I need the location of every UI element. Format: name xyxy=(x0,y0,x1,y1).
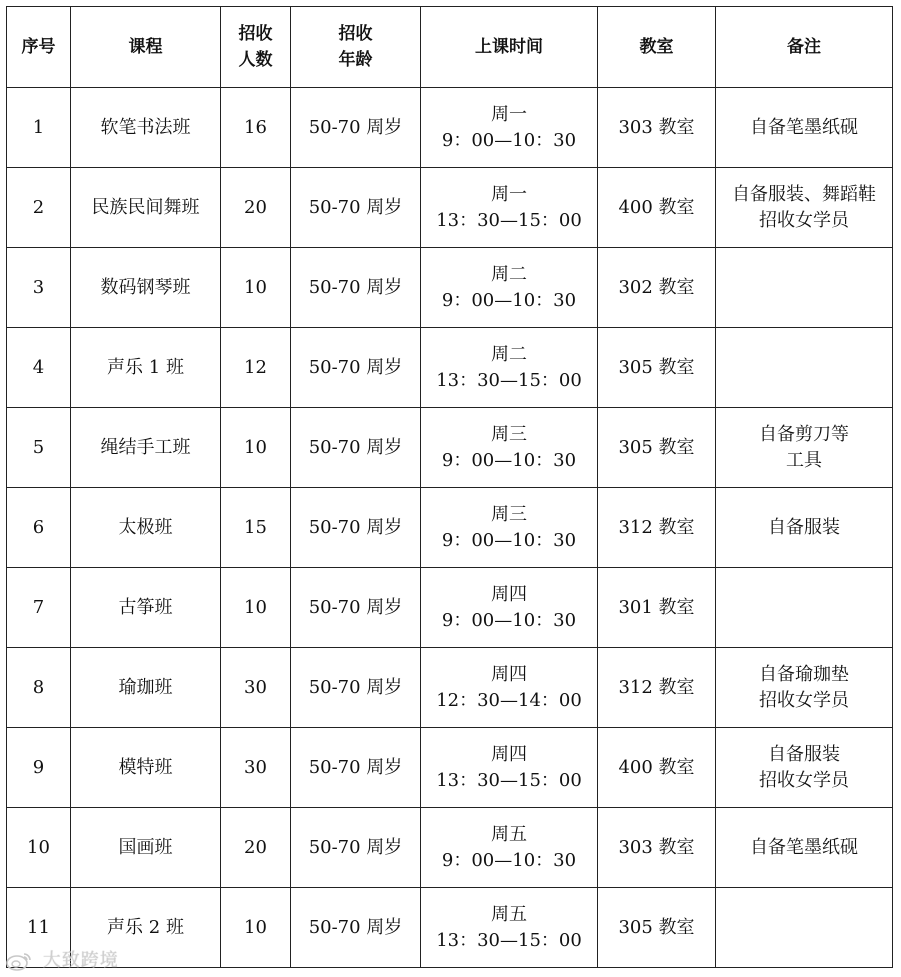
header-course: 课程 xyxy=(71,7,221,88)
table-row xyxy=(7,408,893,488)
table-row xyxy=(7,488,893,568)
weekday: 周一 xyxy=(491,183,527,205)
cell-room: 302 教室 xyxy=(598,248,716,328)
cell-room: 312 教室 xyxy=(598,648,716,728)
cell-time xyxy=(421,328,598,408)
cell-course: 古筝班 xyxy=(71,568,221,648)
weekday: 周五 xyxy=(491,903,527,925)
table-row xyxy=(7,648,893,728)
time-range: 9：00—10：30 xyxy=(441,129,577,151)
cell-time xyxy=(421,568,598,648)
cell-no: 10 xyxy=(7,808,71,888)
cell-age: 50-70 周岁 xyxy=(291,728,421,808)
cell-age: 50-70 周岁 xyxy=(291,488,421,568)
cell-no: 6 xyxy=(7,488,71,568)
cell-room: 312 教室 xyxy=(598,488,716,568)
cell-note xyxy=(716,568,893,648)
cell-count: 20 xyxy=(221,168,291,248)
cell-course: 数码钢琴班 xyxy=(71,248,221,328)
header-row xyxy=(7,7,893,88)
cell-note xyxy=(716,648,893,728)
note-line: 自备瑜珈垫 xyxy=(759,663,849,685)
header-time: 上课时间 xyxy=(421,7,598,88)
cell-room: 303 教室 xyxy=(598,808,716,888)
time-range: 13：30—15：00 xyxy=(436,369,582,391)
cell-note xyxy=(716,408,893,488)
weekday: 周二 xyxy=(491,263,527,285)
course-schedule-table xyxy=(6,6,893,968)
cell-note xyxy=(716,88,893,168)
note-line: 工具 xyxy=(786,449,822,471)
cell-count: 15 xyxy=(221,488,291,568)
note-line: 自备服装、舞蹈鞋 xyxy=(732,183,876,205)
cell-time xyxy=(421,488,598,568)
cell-note xyxy=(716,168,893,248)
table-row xyxy=(7,888,893,968)
cell-time xyxy=(421,888,598,968)
cell-age: 50-70 周岁 xyxy=(291,808,421,888)
cell-course: 声乐 2 班 xyxy=(71,888,221,968)
cell-count: 10 xyxy=(221,248,291,328)
time-range: 13：30—15：00 xyxy=(436,769,582,791)
cell-age: 50-70 周岁 xyxy=(291,568,421,648)
cell-time xyxy=(421,728,598,808)
cell-age: 50-70 周岁 xyxy=(291,648,421,728)
cell-note xyxy=(716,888,893,968)
header-room: 教室 xyxy=(598,7,716,88)
cell-count: 10 xyxy=(221,568,291,648)
cell-note xyxy=(716,328,893,408)
header-age: 招收 年龄 xyxy=(291,7,421,88)
time-range: 13：30—15：00 xyxy=(436,929,582,951)
cell-room: 400 教室 xyxy=(598,168,716,248)
cell-age: 50-70 周岁 xyxy=(291,88,421,168)
cell-room: 301 教室 xyxy=(598,568,716,648)
cell-time xyxy=(421,168,598,248)
cell-no: 9 xyxy=(7,728,71,808)
weekday: 周四 xyxy=(491,663,527,685)
weekday: 周三 xyxy=(491,503,527,525)
cell-time xyxy=(421,88,598,168)
cell-time xyxy=(421,808,598,888)
time-range: 9：00—10：30 xyxy=(441,609,577,631)
cell-note xyxy=(716,488,893,568)
cell-no: 7 xyxy=(7,568,71,648)
note-line: 招收女学员 xyxy=(759,209,849,231)
table-row xyxy=(7,88,893,168)
time-range: 9：00—10：30 xyxy=(441,849,577,871)
cell-age: 50-70 周岁 xyxy=(291,248,421,328)
watermark-text: 大致跨境 xyxy=(42,950,119,971)
table-row xyxy=(7,168,893,248)
note-line: 自备服装 xyxy=(768,516,840,538)
weekday: 周五 xyxy=(491,823,527,845)
note-line: 自备笔墨纸砚 xyxy=(750,116,858,138)
cell-room: 305 教室 xyxy=(598,408,716,488)
cell-room: 305 教室 xyxy=(598,888,716,968)
weekday: 周二 xyxy=(491,343,527,365)
cell-age: 50-70 周岁 xyxy=(291,408,421,488)
note-line: 自备服装 xyxy=(768,743,840,765)
time-range: 12：30—14：00 xyxy=(436,689,582,711)
cell-note xyxy=(716,248,893,328)
table-row xyxy=(7,728,893,808)
cell-note xyxy=(716,808,893,888)
cell-course: 国画班 xyxy=(71,808,221,888)
watermark xyxy=(6,946,119,972)
cell-course: 瑜珈班 xyxy=(71,648,221,728)
time-range: 9：00—10：30 xyxy=(441,289,577,311)
table-body xyxy=(7,88,893,968)
cell-no: 5 xyxy=(7,408,71,488)
cell-count: 30 xyxy=(221,728,291,808)
weekday: 周一 xyxy=(491,103,527,125)
cell-count: 10 xyxy=(221,408,291,488)
weekday: 周四 xyxy=(491,583,527,605)
cell-count: 10 xyxy=(221,888,291,968)
cell-course: 声乐 1 班 xyxy=(71,328,221,408)
cell-course: 模特班 xyxy=(71,728,221,808)
header-count: 招收 人数 xyxy=(221,7,291,88)
cell-count: 16 xyxy=(221,88,291,168)
cell-course: 民族民间舞班 xyxy=(71,168,221,248)
cell-course: 绳结手工班 xyxy=(71,408,221,488)
cell-count: 30 xyxy=(221,648,291,728)
cell-age: 50-70 周岁 xyxy=(291,328,421,408)
cell-no: 4 xyxy=(7,328,71,408)
cell-no: 11 xyxy=(7,888,71,968)
cell-no: 1 xyxy=(7,88,71,168)
cell-count: 20 xyxy=(221,808,291,888)
note-line: 招收女学员 xyxy=(759,689,849,711)
note-line: 自备笔墨纸砚 xyxy=(750,836,858,858)
cell-course: 太极班 xyxy=(71,488,221,568)
cell-no: 2 xyxy=(7,168,71,248)
note-line: 自备剪刀等 xyxy=(759,423,849,445)
weibo-logo-icon xyxy=(6,951,32,971)
cell-age: 50-70 周岁 xyxy=(291,888,421,968)
time-range: 13：30—15：00 xyxy=(436,209,582,231)
header-no: 序号 xyxy=(7,7,71,88)
cell-room: 305 教室 xyxy=(598,328,716,408)
table-row xyxy=(7,328,893,408)
time-range: 9：00—10：30 xyxy=(441,529,577,551)
table-row xyxy=(7,248,893,328)
table-row xyxy=(7,568,893,648)
cell-course: 软笔书法班 xyxy=(71,88,221,168)
cell-count: 12 xyxy=(221,328,291,408)
cell-time xyxy=(421,248,598,328)
cell-time xyxy=(421,648,598,728)
table-row xyxy=(7,808,893,888)
header-note: 备注 xyxy=(716,7,893,88)
cell-note xyxy=(716,728,893,808)
weekday: 周三 xyxy=(491,423,527,445)
cell-no: 8 xyxy=(7,648,71,728)
cell-time xyxy=(421,408,598,488)
weekday: 周四 xyxy=(491,743,527,765)
time-range: 9：00—10：30 xyxy=(441,449,577,471)
cell-room: 400 教室 xyxy=(598,728,716,808)
cell-room: 303 教室 xyxy=(598,88,716,168)
cell-no: 3 xyxy=(7,248,71,328)
note-line: 招收女学员 xyxy=(759,769,849,791)
cell-age: 50-70 周岁 xyxy=(291,168,421,248)
